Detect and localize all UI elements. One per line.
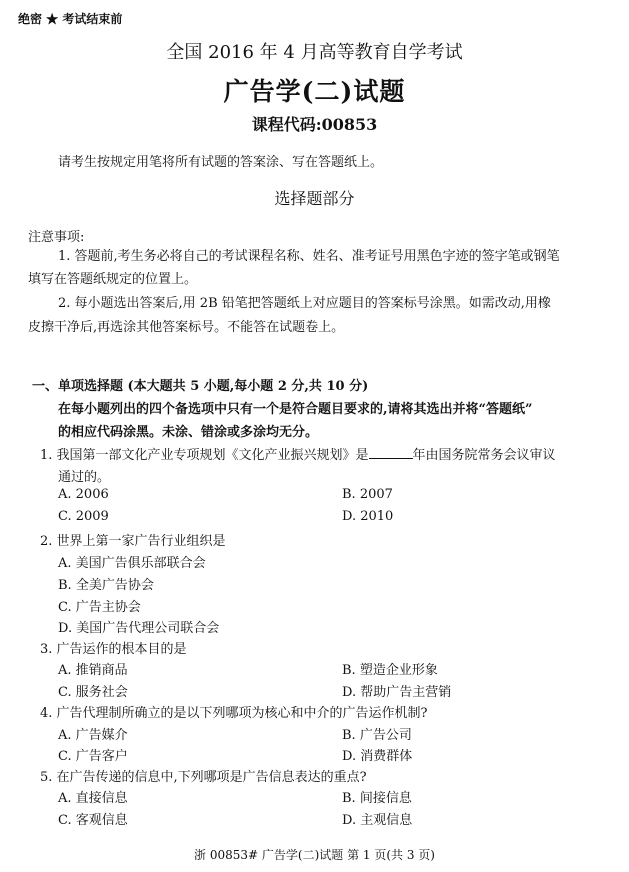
question-2-option-d: D. 美国广告代理公司联合会 [58,621,220,636]
part-description-cont: 的相应代码涂黑。未涂、错涂或多涂均无分。 [58,425,319,440]
question-1-stem-before: 1. 我国第一部文化产业专项规划《文化产业振兴规划》是 [40,448,369,463]
answer-instruction: 请考生按规定用笔将所有试题的答案涂、写在答题纸上。 [58,155,384,170]
question-1-option-a: A. 2006 [58,487,109,502]
notice-item-1-cont: 填写在答题纸规定的位置上。 [28,272,198,287]
question-5-option-c: C. 客观信息 [58,813,128,828]
question-1-stem [40,444,556,463]
notice-item-1: 1. 答题前,考生务必将自己的考试课程名称、姓名、准考证号用黑色字迹的签字笔或钢笔 [58,249,560,264]
question-1-option-c: C. 2009 [58,509,109,524]
part-heading: 一、单项选择题 (本大题共 5 小题,每小题 2 分,共 10 分) [32,379,369,394]
page-footer: 浙 00853# 广告学(二)试题 第 1 页(共 3 页) [194,848,435,862]
question-3-option-d: D. 帮助广告主营销 [342,685,452,700]
question-1-option-b: B. 2007 [342,487,393,502]
question-3-option-b: B. 塑造企业形象 [342,663,438,678]
question-5-stem: 5. 在广告传递的信息中,下列哪项是广告信息表达的重点? [40,770,367,785]
notice-item-2: 2. 每小题选出答案后,用 2B 铅笔把答题纸上对应题目的答案标号涂黑。如需改动,用橡 [58,296,551,311]
notice-heading: 注意事项: [28,230,85,245]
question-1-stem-cont: 通过的。 [58,470,111,485]
question-4-option-b: B. 广告公司 [342,728,412,743]
question-2-stem: 2. 世界上第一家广告行业组织是 [40,534,226,549]
question-1-option-d: D. 2010 [342,509,394,524]
question-2-option-a: A. 美国广告俱乐部联合会 [58,556,206,571]
question-3-stem: 3. 广告运作的根本目的是 [40,642,187,657]
question-2-option-b: B. 全美广告协会 [58,578,154,593]
answer-blank [369,446,413,459]
question-4-option-d: D. 消费群体 [342,749,413,764]
question-3-option-c: C. 服务社会 [58,685,128,700]
course-code: 课程代码:00853 [251,115,378,134]
question-2-option-c: C. 广告主协会 [58,600,141,615]
confidential-label: 绝密 ★ 考试结束前 [18,12,123,26]
question-4-stem: 4. 广告代理制所确立的是以下列哪项为核心和中介的广告运作机制? [40,706,428,721]
question-5-option-d: D. 主观信息 [342,813,413,828]
part-description: 在每小题列出的四个备选项中只有一个是符合题目要求的,请将其选出并将“答题纸” [58,402,533,417]
question-5-option-a: A. 直接信息 [58,791,128,806]
question-4-option-a: A. 广告媒介 [58,728,128,743]
notice-item-2-cont: 皮擦干净后,再选涂其他答案标号。不能答在试题卷上。 [28,320,345,335]
exam-name: 全国 2016 年 4 月高等教育自学考试 [166,42,463,63]
question-4-option-c: C. 广告客户 [58,749,128,764]
question-5-option-b: B. 间接信息 [342,791,412,806]
question-1-stem-after: 年由国务院常务会议审议 [412,448,556,463]
question-3-option-a: A. 推销商品 [58,663,128,678]
section-title: 选择题部分 [274,189,355,208]
page-title: 广告学(二)试题 [223,77,406,106]
